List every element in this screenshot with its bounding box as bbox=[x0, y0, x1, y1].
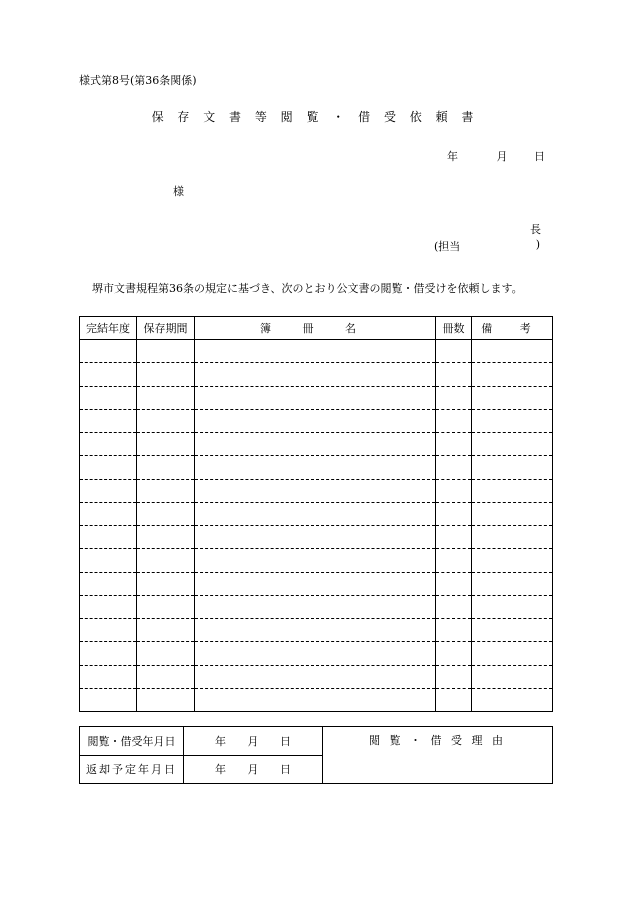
retention-period-cell[interactable] bbox=[137, 642, 195, 665]
register-name-cell[interactable] bbox=[195, 456, 436, 479]
register-name-cell[interactable] bbox=[195, 549, 436, 572]
volume-count-cell[interactable] bbox=[436, 688, 472, 711]
completion-year-cell[interactable] bbox=[80, 549, 137, 572]
remarks-cell[interactable] bbox=[472, 688, 553, 711]
volume-count-cell[interactable] bbox=[436, 665, 472, 688]
retention-period-cell[interactable] bbox=[137, 595, 195, 618]
date-month-label: 月 bbox=[247, 763, 259, 777]
completion-year-cell[interactable] bbox=[80, 642, 137, 665]
volume-count-cell[interactable] bbox=[436, 363, 472, 386]
completion-year-cell[interactable] bbox=[80, 619, 137, 642]
document-list-table bbox=[79, 316, 553, 712]
return-date-field[interactable] bbox=[184, 755, 323, 784]
volume-count-cell[interactable] bbox=[436, 549, 472, 572]
volume-count-cell[interactable] bbox=[436, 456, 472, 479]
register-name-cell[interactable] bbox=[195, 433, 436, 456]
volume-count-cell[interactable] bbox=[436, 572, 472, 595]
volume-count-cell[interactable] bbox=[436, 642, 472, 665]
header-volume-count: 冊数 bbox=[436, 317, 472, 340]
volume-count-cell[interactable] bbox=[436, 526, 472, 549]
table-row bbox=[80, 619, 553, 642]
completion-year-cell[interactable] bbox=[80, 340, 137, 363]
contact-close-paren: ) bbox=[535, 238, 540, 251]
table-row bbox=[80, 688, 553, 711]
retention-period-cell[interactable] bbox=[137, 340, 195, 363]
table-row bbox=[80, 549, 553, 572]
completion-year-cell[interactable] bbox=[80, 665, 137, 688]
date-year-label: 年 bbox=[215, 734, 226, 748]
requester-title-suffix: 長 bbox=[530, 223, 541, 236]
completion-year-cell[interactable] bbox=[80, 572, 137, 595]
table-row bbox=[80, 479, 553, 502]
register-name-cell[interactable] bbox=[195, 340, 436, 363]
remarks-cell[interactable] bbox=[472, 595, 553, 618]
table-row bbox=[80, 665, 553, 688]
table-header-row bbox=[80, 317, 553, 340]
register-name-cell[interactable] bbox=[195, 526, 436, 549]
completion-year-cell[interactable] bbox=[80, 526, 137, 549]
contact-open-label: (担当 bbox=[434, 240, 461, 253]
retention-period-cell[interactable] bbox=[137, 502, 195, 525]
reason-field[interactable] bbox=[323, 727, 553, 784]
table-row bbox=[80, 433, 553, 456]
completion-year-cell[interactable] bbox=[80, 479, 137, 502]
register-name-cell[interactable] bbox=[195, 386, 436, 409]
retention-period-cell[interactable] bbox=[137, 526, 195, 549]
completion-year-cell[interactable] bbox=[80, 433, 137, 456]
volume-count-cell[interactable] bbox=[436, 595, 472, 618]
completion-year-cell[interactable] bbox=[80, 688, 137, 711]
table-row bbox=[80, 386, 553, 409]
remarks-cell[interactable] bbox=[472, 665, 553, 688]
date-day-label: 日 bbox=[280, 734, 291, 748]
lending-date-field[interactable] bbox=[184, 727, 323, 756]
date-year-label: 年 bbox=[447, 150, 458, 163]
completion-year-cell[interactable] bbox=[80, 363, 137, 386]
date-month-label: 月 bbox=[496, 150, 508, 163]
remarks-cell[interactable] bbox=[472, 502, 553, 525]
remarks-cell[interactable] bbox=[472, 619, 553, 642]
header-remarks: 備 考 bbox=[472, 317, 553, 340]
remarks-cell[interactable] bbox=[472, 386, 553, 409]
table-row bbox=[80, 456, 553, 479]
remarks-cell[interactable] bbox=[472, 363, 553, 386]
completion-year-cell[interactable] bbox=[80, 386, 137, 409]
retention-period-cell[interactable] bbox=[137, 688, 195, 711]
completion-year-cell[interactable] bbox=[80, 502, 137, 525]
request-date bbox=[447, 148, 545, 164]
retention-period-cell[interactable] bbox=[137, 363, 195, 386]
remarks-cell[interactable] bbox=[472, 456, 553, 479]
register-name-cell[interactable] bbox=[195, 595, 436, 618]
completion-year-cell[interactable] bbox=[80, 595, 137, 618]
return-date-label: 返却予定年月日 bbox=[80, 755, 184, 784]
header-completion-year: 完結年度 bbox=[80, 317, 137, 340]
retention-period-cell[interactable] bbox=[137, 665, 195, 688]
remarks-cell[interactable] bbox=[472, 409, 553, 432]
table-row bbox=[80, 642, 553, 665]
volume-count-cell[interactable] bbox=[436, 340, 472, 363]
lending-info-table bbox=[79, 726, 553, 784]
retention-period-cell[interactable] bbox=[137, 572, 195, 595]
register-name-cell[interactable] bbox=[195, 409, 436, 432]
register-name-cell[interactable] bbox=[195, 363, 436, 386]
table-row bbox=[80, 340, 553, 363]
remarks-cell[interactable] bbox=[472, 642, 553, 665]
retention-period-cell[interactable] bbox=[137, 386, 195, 409]
volume-count-cell[interactable] bbox=[436, 409, 472, 432]
remarks-cell[interactable] bbox=[472, 549, 553, 572]
retention-period-cell[interactable] bbox=[137, 479, 195, 502]
retention-period-cell[interactable] bbox=[137, 409, 195, 432]
volume-count-cell[interactable] bbox=[436, 619, 472, 642]
remarks-cell[interactable] bbox=[472, 526, 553, 549]
table-row bbox=[80, 526, 553, 549]
volume-count-cell[interactable] bbox=[436, 386, 472, 409]
lending-date-label: 閲覧・借受年月日 bbox=[80, 727, 184, 756]
intro-text: 堺市文書規程第36条の規定に基づき、次のとおり公文書の閲覧・借受けを依頼します。 bbox=[92, 282, 523, 295]
register-name-cell[interactable] bbox=[195, 619, 436, 642]
volume-count-cell[interactable] bbox=[436, 433, 472, 456]
table-row bbox=[80, 409, 553, 432]
register-name-cell[interactable] bbox=[195, 642, 436, 665]
register-name-cell[interactable] bbox=[195, 479, 436, 502]
form-number-label: 様式第8号(第36条関係) bbox=[79, 74, 197, 87]
retention-period-cell[interactable] bbox=[137, 433, 195, 456]
retention-period-cell[interactable] bbox=[137, 456, 195, 479]
table-row bbox=[80, 363, 553, 386]
remarks-cell[interactable] bbox=[472, 479, 553, 502]
register-name-cell[interactable] bbox=[195, 688, 436, 711]
header-register-name: 簿 冊 名 bbox=[195, 317, 436, 340]
completion-year-cell[interactable] bbox=[80, 409, 137, 432]
register-name-cell[interactable] bbox=[195, 572, 436, 595]
contact-person bbox=[434, 238, 540, 254]
date-month-label: 月 bbox=[247, 734, 259, 748]
addressee-suffix: 様 bbox=[173, 185, 184, 198]
date-day-label: 日 bbox=[280, 763, 291, 777]
retention-period-cell[interactable] bbox=[137, 549, 195, 572]
table-row bbox=[80, 502, 553, 525]
volume-count-cell[interactable] bbox=[436, 502, 472, 525]
table-row bbox=[80, 595, 553, 618]
completion-year-cell[interactable] bbox=[80, 456, 137, 479]
volume-count-cell[interactable] bbox=[436, 479, 472, 502]
date-year-label: 年 bbox=[215, 763, 226, 777]
document-title: 保 存 文 書 等 閲 覧 ・ 借 受 依 頼 書 bbox=[151, 110, 479, 124]
remarks-cell[interactable] bbox=[472, 340, 553, 363]
header-retention-period: 保存期間 bbox=[137, 317, 195, 340]
table-row bbox=[80, 727, 553, 756]
date-day-label: 日 bbox=[534, 150, 545, 163]
register-name-cell[interactable] bbox=[195, 502, 436, 525]
remarks-cell[interactable] bbox=[472, 433, 553, 456]
retention-period-cell[interactable] bbox=[137, 619, 195, 642]
remarks-cell[interactable] bbox=[472, 572, 553, 595]
register-name-cell[interactable] bbox=[195, 665, 436, 688]
table-row bbox=[80, 572, 553, 595]
reason-label: 閲 覧 ・ 借 受 理 由 bbox=[369, 734, 506, 747]
